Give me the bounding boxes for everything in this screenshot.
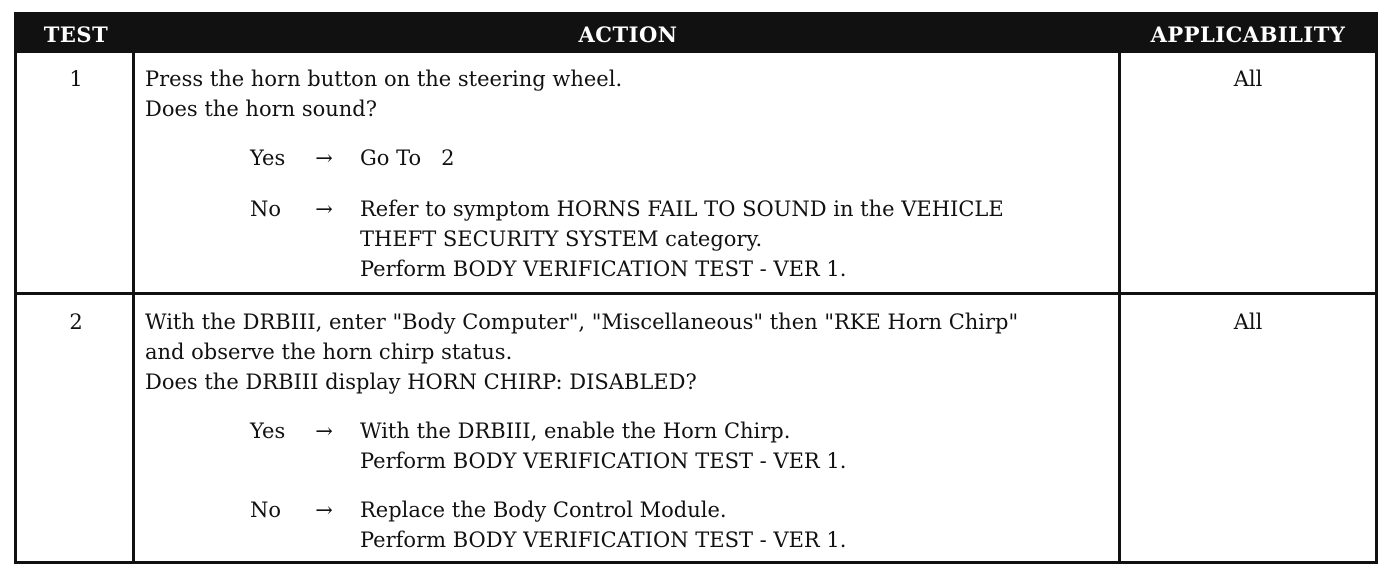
diagnostic-test-table xyxy=(14,12,1378,564)
row-1-no-result xyxy=(360,194,1120,284)
row-2-yes-line: With the DRBIII, enable the Horn Chirp. xyxy=(360,419,791,443)
column-divider-test xyxy=(132,15,135,561)
row-2-action xyxy=(145,307,1125,561)
row-1-no-line: Refer to symptom HORNS FAIL TO SOUND in the VEHICLE xyxy=(360,197,1004,221)
row-2-no-line: Perform BODY VERIFICATION TEST - VER 1. xyxy=(360,528,847,552)
row-1-yes-line: Go To 2 xyxy=(360,146,455,170)
row-1-applicability: All xyxy=(1233,67,1263,91)
row-1-question-line: Press the horn button on the steering wheel. xyxy=(145,67,623,91)
arrow-right-icon: → xyxy=(315,498,333,522)
row-2-test-number: 2 xyxy=(69,310,83,334)
row-2-question-line: and observe the horn chirp status. xyxy=(145,340,513,364)
row-2-applicability: All xyxy=(1233,310,1263,334)
no-label: No xyxy=(250,498,282,522)
row-1-no-line: Perform BODY VERIFICATION TEST - VER 1. xyxy=(360,257,847,281)
row-1-yes-result xyxy=(360,143,1120,173)
row-1-no-line: THEFT SECURITY SYSTEM category. xyxy=(360,227,763,251)
row-2-yes-result xyxy=(360,416,1120,476)
arrow-right-icon: → xyxy=(315,419,333,443)
yes-label: Yes xyxy=(250,146,286,170)
yes-label: Yes xyxy=(250,419,286,443)
row-2-yes-line: Perform BODY VERIFICATION TEST - VER 1. xyxy=(360,449,847,473)
row-2-no-line: Replace the Body Control Module. xyxy=(360,498,727,522)
row-2-yes-branch xyxy=(250,416,1120,476)
header-test: TEST xyxy=(17,15,135,53)
row-2-question-line: Does the DRBIII display HORN CHIRP: DISABLED? xyxy=(145,370,697,394)
row-2-no-branch xyxy=(250,495,1120,555)
row-1-question-line: Does the horn sound? xyxy=(145,97,378,121)
row-2-no-result xyxy=(360,495,1120,555)
no-label: No xyxy=(250,197,282,221)
row-1-no-branch xyxy=(250,194,1120,284)
row-divider xyxy=(17,292,1375,295)
header-applicability: APPLICABILITY xyxy=(1121,15,1375,53)
arrow-right-icon: → xyxy=(315,146,333,170)
row-2-question-line: With the DRBIII, enter "Body Computer", "Miscellaneous" then "RKE Horn Chirp" xyxy=(145,310,1019,334)
row-1-test-number: 1 xyxy=(69,67,83,91)
arrow-right-icon: → xyxy=(315,197,333,221)
row-1-action xyxy=(145,64,1125,290)
header-action: ACTION xyxy=(135,15,1121,53)
row-1-yes-branch xyxy=(250,143,1120,173)
